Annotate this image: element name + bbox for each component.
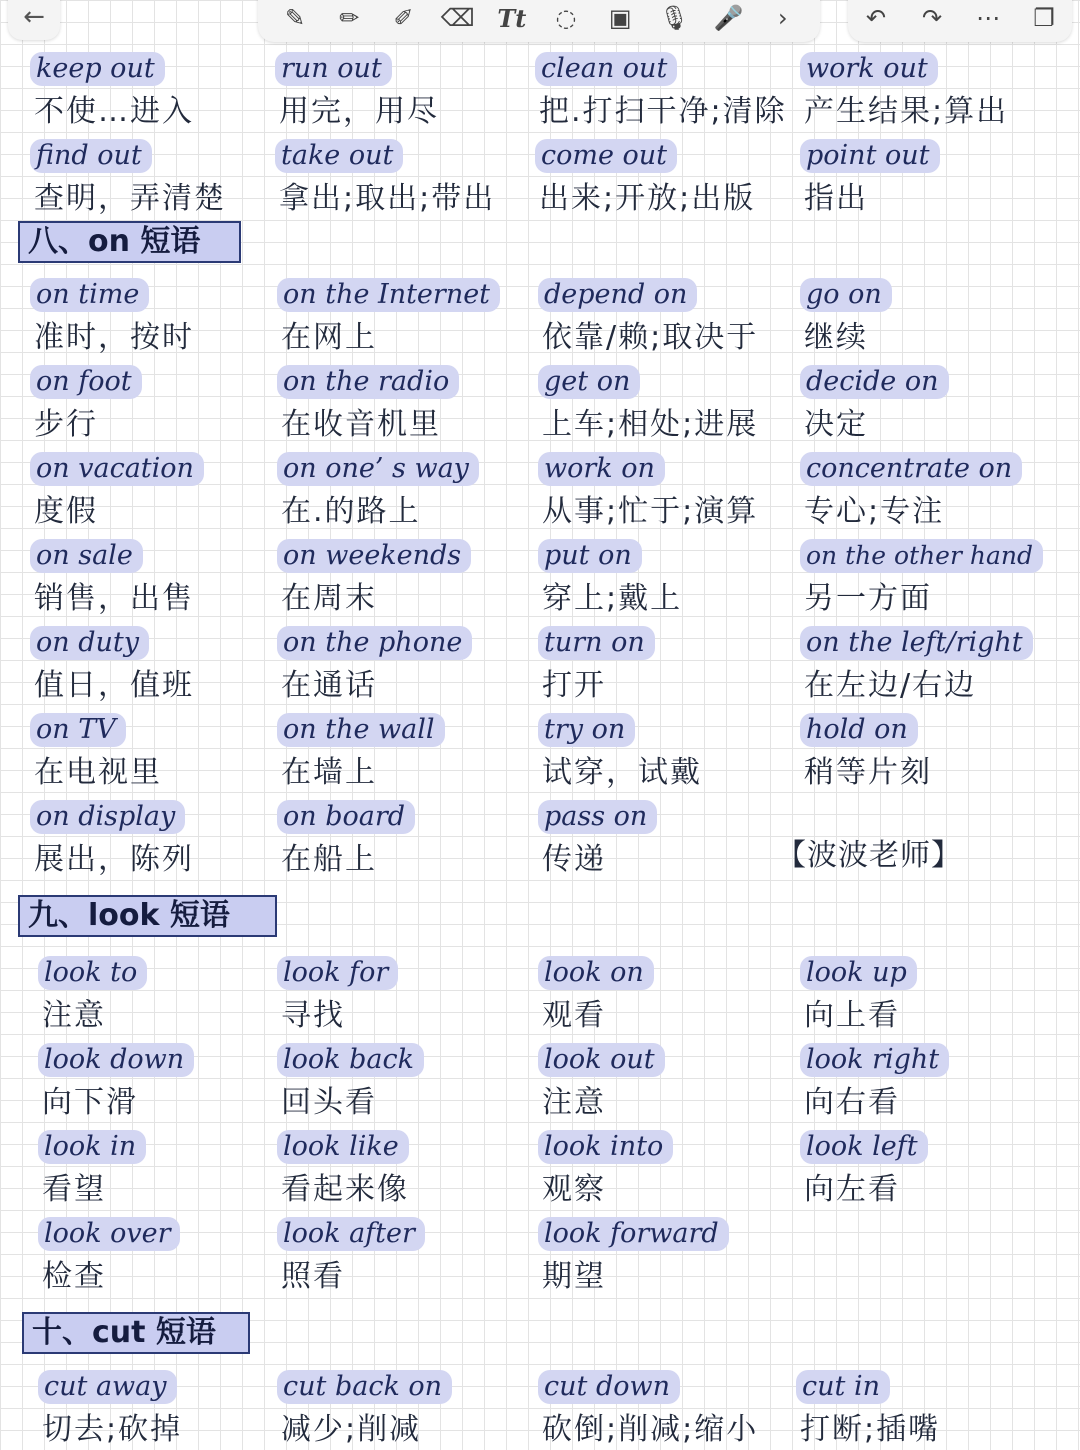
image-icon[interactable]: ▣ bbox=[608, 4, 632, 32]
phrase-zh: 在网上 bbox=[281, 320, 377, 355]
phrase-zh: 看望 bbox=[42, 1172, 106, 1207]
phrase-en: pass on bbox=[538, 800, 657, 834]
phrase-zh: 穿上;戴上 bbox=[542, 581, 683, 616]
list-item bbox=[30, 452, 204, 532]
phrase-zh: 注意 bbox=[42, 998, 106, 1033]
phrase-en: try on bbox=[538, 713, 635, 747]
microphone-record-icon[interactable]: 🎤 bbox=[713, 4, 744, 32]
phrase-zh: 产生结果;算出 bbox=[804, 94, 1009, 129]
list-item bbox=[800, 139, 940, 219]
list-item bbox=[800, 452, 1022, 532]
list-item bbox=[800, 539, 1043, 619]
phrase-zh: 另一方面 bbox=[804, 581, 932, 616]
list-item bbox=[38, 956, 147, 1036]
list-item bbox=[800, 626, 1033, 706]
phrase-zh: 打开 bbox=[542, 668, 606, 703]
redo-icon[interactable]: ↷ bbox=[921, 4, 943, 32]
list-item bbox=[538, 626, 655, 706]
phrase-zh: 拿出;取出;带出 bbox=[279, 181, 496, 216]
phrase-en: point out bbox=[800, 139, 940, 173]
phrase-zh: 观看 bbox=[542, 998, 606, 1033]
phrase-zh: 在通话 bbox=[281, 668, 377, 703]
list-item bbox=[535, 52, 787, 132]
list-item bbox=[538, 1130, 673, 1210]
list-item bbox=[30, 139, 226, 219]
pencil-icon[interactable]: ✏ bbox=[339, 4, 360, 32]
list-item bbox=[796, 1370, 940, 1450]
phrase-zh: 检查 bbox=[42, 1259, 106, 1294]
phrase-en: look out bbox=[538, 1043, 665, 1077]
list-item bbox=[800, 278, 892, 358]
drawing-toolbar bbox=[258, 0, 820, 42]
list-item bbox=[538, 1043, 665, 1123]
phrase-zh: 把.打扫干净;清除 bbox=[539, 94, 787, 129]
phrase-zh: 决定 bbox=[804, 407, 868, 442]
list-item bbox=[277, 1130, 409, 1210]
phrase-en: look in bbox=[38, 1130, 146, 1164]
section-header-look: 九、look 短语 bbox=[18, 895, 277, 937]
phrase-en: cut down bbox=[538, 1370, 680, 1404]
phrase-zh: 砍倒;削减;缩小 bbox=[542, 1412, 759, 1447]
phrase-en: look back bbox=[277, 1043, 424, 1077]
phrase-en: on weekends bbox=[277, 539, 471, 573]
list-item bbox=[38, 1043, 194, 1123]
list-item bbox=[30, 626, 194, 706]
phrase-zh: 在.的路上 bbox=[281, 494, 421, 529]
phrase-en: on the Internet bbox=[277, 278, 500, 312]
phrase-en: on TV bbox=[30, 713, 126, 747]
phrase-zh: 看起来像 bbox=[281, 1172, 409, 1207]
phrase-en: on vacation bbox=[30, 452, 204, 486]
phrase-zh: 切去;砍掉 bbox=[42, 1412, 183, 1447]
phrase-zh: 向左看 bbox=[804, 1172, 900, 1207]
history-toolbar bbox=[848, 0, 1072, 42]
list-item bbox=[800, 1130, 928, 1210]
list-item bbox=[277, 800, 415, 880]
phrase-zh: 向右看 bbox=[804, 1085, 900, 1120]
phrase-zh: 不使…进入 bbox=[34, 94, 194, 129]
phrase-zh: 依靠/赖;取决于 bbox=[542, 320, 759, 355]
phrase-en: decide on bbox=[800, 365, 949, 399]
phrase-en: hold on bbox=[800, 713, 918, 747]
chevron-right-icon[interactable]: › bbox=[777, 4, 788, 32]
phrase-zh: 值日，值班 bbox=[34, 668, 194, 703]
phrase-en: get on bbox=[538, 365, 640, 399]
phrase-en: look forward bbox=[538, 1217, 729, 1251]
list-item bbox=[30, 713, 162, 793]
phrase-en: work on bbox=[538, 452, 665, 486]
text-tool-icon[interactable]: Tt bbox=[497, 3, 527, 33]
phrase-en: cut in bbox=[796, 1370, 890, 1404]
list-item bbox=[275, 52, 439, 132]
phrase-zh: 在船上 bbox=[281, 842, 377, 877]
list-item bbox=[538, 1217, 729, 1297]
phrase-en: concentrate on bbox=[800, 452, 1022, 486]
list-item bbox=[800, 1043, 949, 1123]
phrase-en: look on bbox=[538, 956, 654, 990]
phrase-en: clean out bbox=[535, 52, 677, 86]
list-item bbox=[538, 278, 758, 358]
pen-icon[interactable]: ✎ bbox=[285, 4, 306, 32]
phrase-en: look down bbox=[38, 1043, 194, 1077]
phrase-en: on the wall bbox=[277, 713, 445, 747]
list-item bbox=[277, 1370, 452, 1450]
more-icon[interactable]: ⋯ bbox=[976, 4, 1000, 32]
eraser-icon[interactable]: ⌫ bbox=[440, 4, 475, 32]
phrase-zh: 从事;忙于;演算 bbox=[542, 494, 759, 529]
phrase-en: come out bbox=[535, 139, 677, 173]
phrase-en: look to bbox=[38, 956, 147, 990]
phrase-en: run out bbox=[275, 52, 392, 86]
phrase-zh: 继续 bbox=[804, 320, 868, 355]
list-item bbox=[800, 52, 1008, 132]
list-item bbox=[535, 139, 755, 219]
undo-icon[interactable]: ↶ bbox=[865, 4, 887, 32]
phrase-en: look up bbox=[800, 956, 917, 990]
list-item bbox=[800, 365, 949, 445]
phrase-zh: 出来;开放;出版 bbox=[539, 181, 756, 216]
phrase-zh: 在墙上 bbox=[281, 755, 377, 790]
phrase-zh: 照看 bbox=[281, 1259, 345, 1294]
phrase-en: cut away bbox=[38, 1370, 177, 1404]
phrase-zh: 打断;插嘴 bbox=[800, 1412, 941, 1447]
phrase-en: on the left/right bbox=[800, 626, 1033, 660]
back-arrow-icon[interactable]: ← bbox=[8, 0, 60, 40]
phrase-zh: 寻找 bbox=[281, 998, 345, 1033]
phrase-zh: 在左边/右边 bbox=[804, 668, 977, 703]
phrase-en: find out bbox=[30, 139, 152, 173]
phrase-en: cut back on bbox=[277, 1370, 452, 1404]
phrase-en: keep out bbox=[30, 52, 165, 86]
list-item bbox=[538, 539, 682, 619]
phrase-en: go on bbox=[800, 278, 892, 312]
list-item bbox=[277, 626, 472, 706]
list-item bbox=[277, 956, 398, 1036]
list-item bbox=[277, 1043, 424, 1123]
phrase-en: look like bbox=[277, 1130, 409, 1164]
list-item bbox=[800, 956, 917, 1036]
list-item bbox=[277, 1217, 425, 1297]
list-item bbox=[800, 713, 932, 793]
phrase-en: turn on bbox=[538, 626, 655, 660]
phrase-zh: 查明，弄清楚 bbox=[34, 181, 226, 216]
list-item bbox=[275, 139, 495, 219]
list-item bbox=[277, 713, 445, 793]
phrase-zh: 试穿，试戴 bbox=[542, 755, 702, 790]
phrase-zh: 向上看 bbox=[804, 998, 900, 1033]
phrase-en: on one’ s way bbox=[277, 452, 479, 486]
list-item bbox=[538, 956, 654, 1036]
list-item bbox=[30, 800, 194, 880]
phrase-zh: 传递 bbox=[542, 842, 606, 877]
phrase-en: on duty bbox=[30, 626, 149, 660]
author-signature: 【波波老师】 bbox=[776, 838, 962, 873]
phrase-en: depend on bbox=[538, 278, 697, 312]
lasso-icon[interactable]: ◌ bbox=[555, 4, 577, 32]
phrase-zh: 在电视里 bbox=[34, 755, 162, 790]
list-item bbox=[277, 278, 500, 358]
phrase-en: work out bbox=[800, 52, 938, 86]
phrase-zh: 上车;相处;进展 bbox=[542, 407, 759, 442]
phrase-en: put on bbox=[538, 539, 642, 573]
microphone-icon[interactable]: 🎙 bbox=[659, 4, 690, 32]
list-item bbox=[38, 1217, 180, 1297]
list-item bbox=[538, 452, 758, 532]
phrase-zh: 在周末 bbox=[281, 581, 377, 616]
phrase-en: look right bbox=[800, 1043, 949, 1077]
phrase-en: on the phone bbox=[277, 626, 472, 660]
phrase-en: on board bbox=[277, 800, 415, 834]
list-item bbox=[30, 539, 194, 619]
phrase-zh: 向下滑 bbox=[42, 1085, 138, 1120]
list-item bbox=[277, 539, 471, 619]
phrase-zh: 步行 bbox=[34, 407, 98, 442]
phrase-zh: 展出，陈列 bbox=[34, 842, 194, 877]
list-item bbox=[30, 278, 194, 358]
list-item bbox=[538, 713, 702, 793]
section-header-on: 八、on 短语 bbox=[18, 221, 241, 263]
phrase-en: look after bbox=[277, 1217, 425, 1251]
phrase-en: look into bbox=[538, 1130, 673, 1164]
phrase-zh: 减少;削减 bbox=[281, 1412, 422, 1447]
phrase-en: look over bbox=[38, 1217, 180, 1251]
phrase-en: on sale bbox=[30, 539, 143, 573]
phrase-zh: 用完，用尽 bbox=[279, 94, 439, 129]
list-item bbox=[30, 365, 142, 445]
phrase-en: on the other hand bbox=[800, 539, 1043, 573]
phrase-en: on the radio bbox=[277, 365, 459, 399]
section-header-cut: 十、cut 短语 bbox=[22, 1312, 250, 1354]
list-item bbox=[30, 52, 194, 132]
list-item bbox=[38, 1130, 146, 1210]
phrase-zh: 度假 bbox=[34, 494, 98, 529]
phrase-en: take out bbox=[275, 139, 403, 173]
list-item bbox=[538, 365, 758, 445]
pages-icon[interactable]: ❐ bbox=[1033, 4, 1055, 32]
list-item bbox=[277, 452, 479, 532]
list-item bbox=[538, 800, 657, 880]
phrase-zh: 销售，出售 bbox=[34, 581, 194, 616]
phrase-zh: 期望 bbox=[542, 1259, 606, 1294]
list-item bbox=[38, 1370, 182, 1450]
phrase-en: on display bbox=[30, 800, 185, 834]
phrase-en: on foot bbox=[30, 365, 142, 399]
phrase-zh: 回头看 bbox=[281, 1085, 377, 1120]
phrase-zh: 观察 bbox=[542, 1172, 606, 1207]
list-item bbox=[277, 365, 459, 445]
phrase-zh: 稍等片刻 bbox=[804, 755, 932, 790]
phrase-zh: 指出 bbox=[804, 181, 868, 216]
phrase-en: look for bbox=[277, 956, 398, 990]
phrase-zh: 在收音机里 bbox=[281, 407, 441, 442]
phrase-zh: 注意 bbox=[542, 1085, 606, 1120]
highlighter-icon[interactable]: ✐ bbox=[393, 4, 414, 32]
phrase-en: look left bbox=[800, 1130, 928, 1164]
phrase-zh: 准时，按时 bbox=[34, 320, 194, 355]
phrase-en: on time bbox=[30, 278, 149, 312]
list-item bbox=[538, 1370, 758, 1450]
phrase-zh: 专心;专注 bbox=[804, 494, 945, 529]
